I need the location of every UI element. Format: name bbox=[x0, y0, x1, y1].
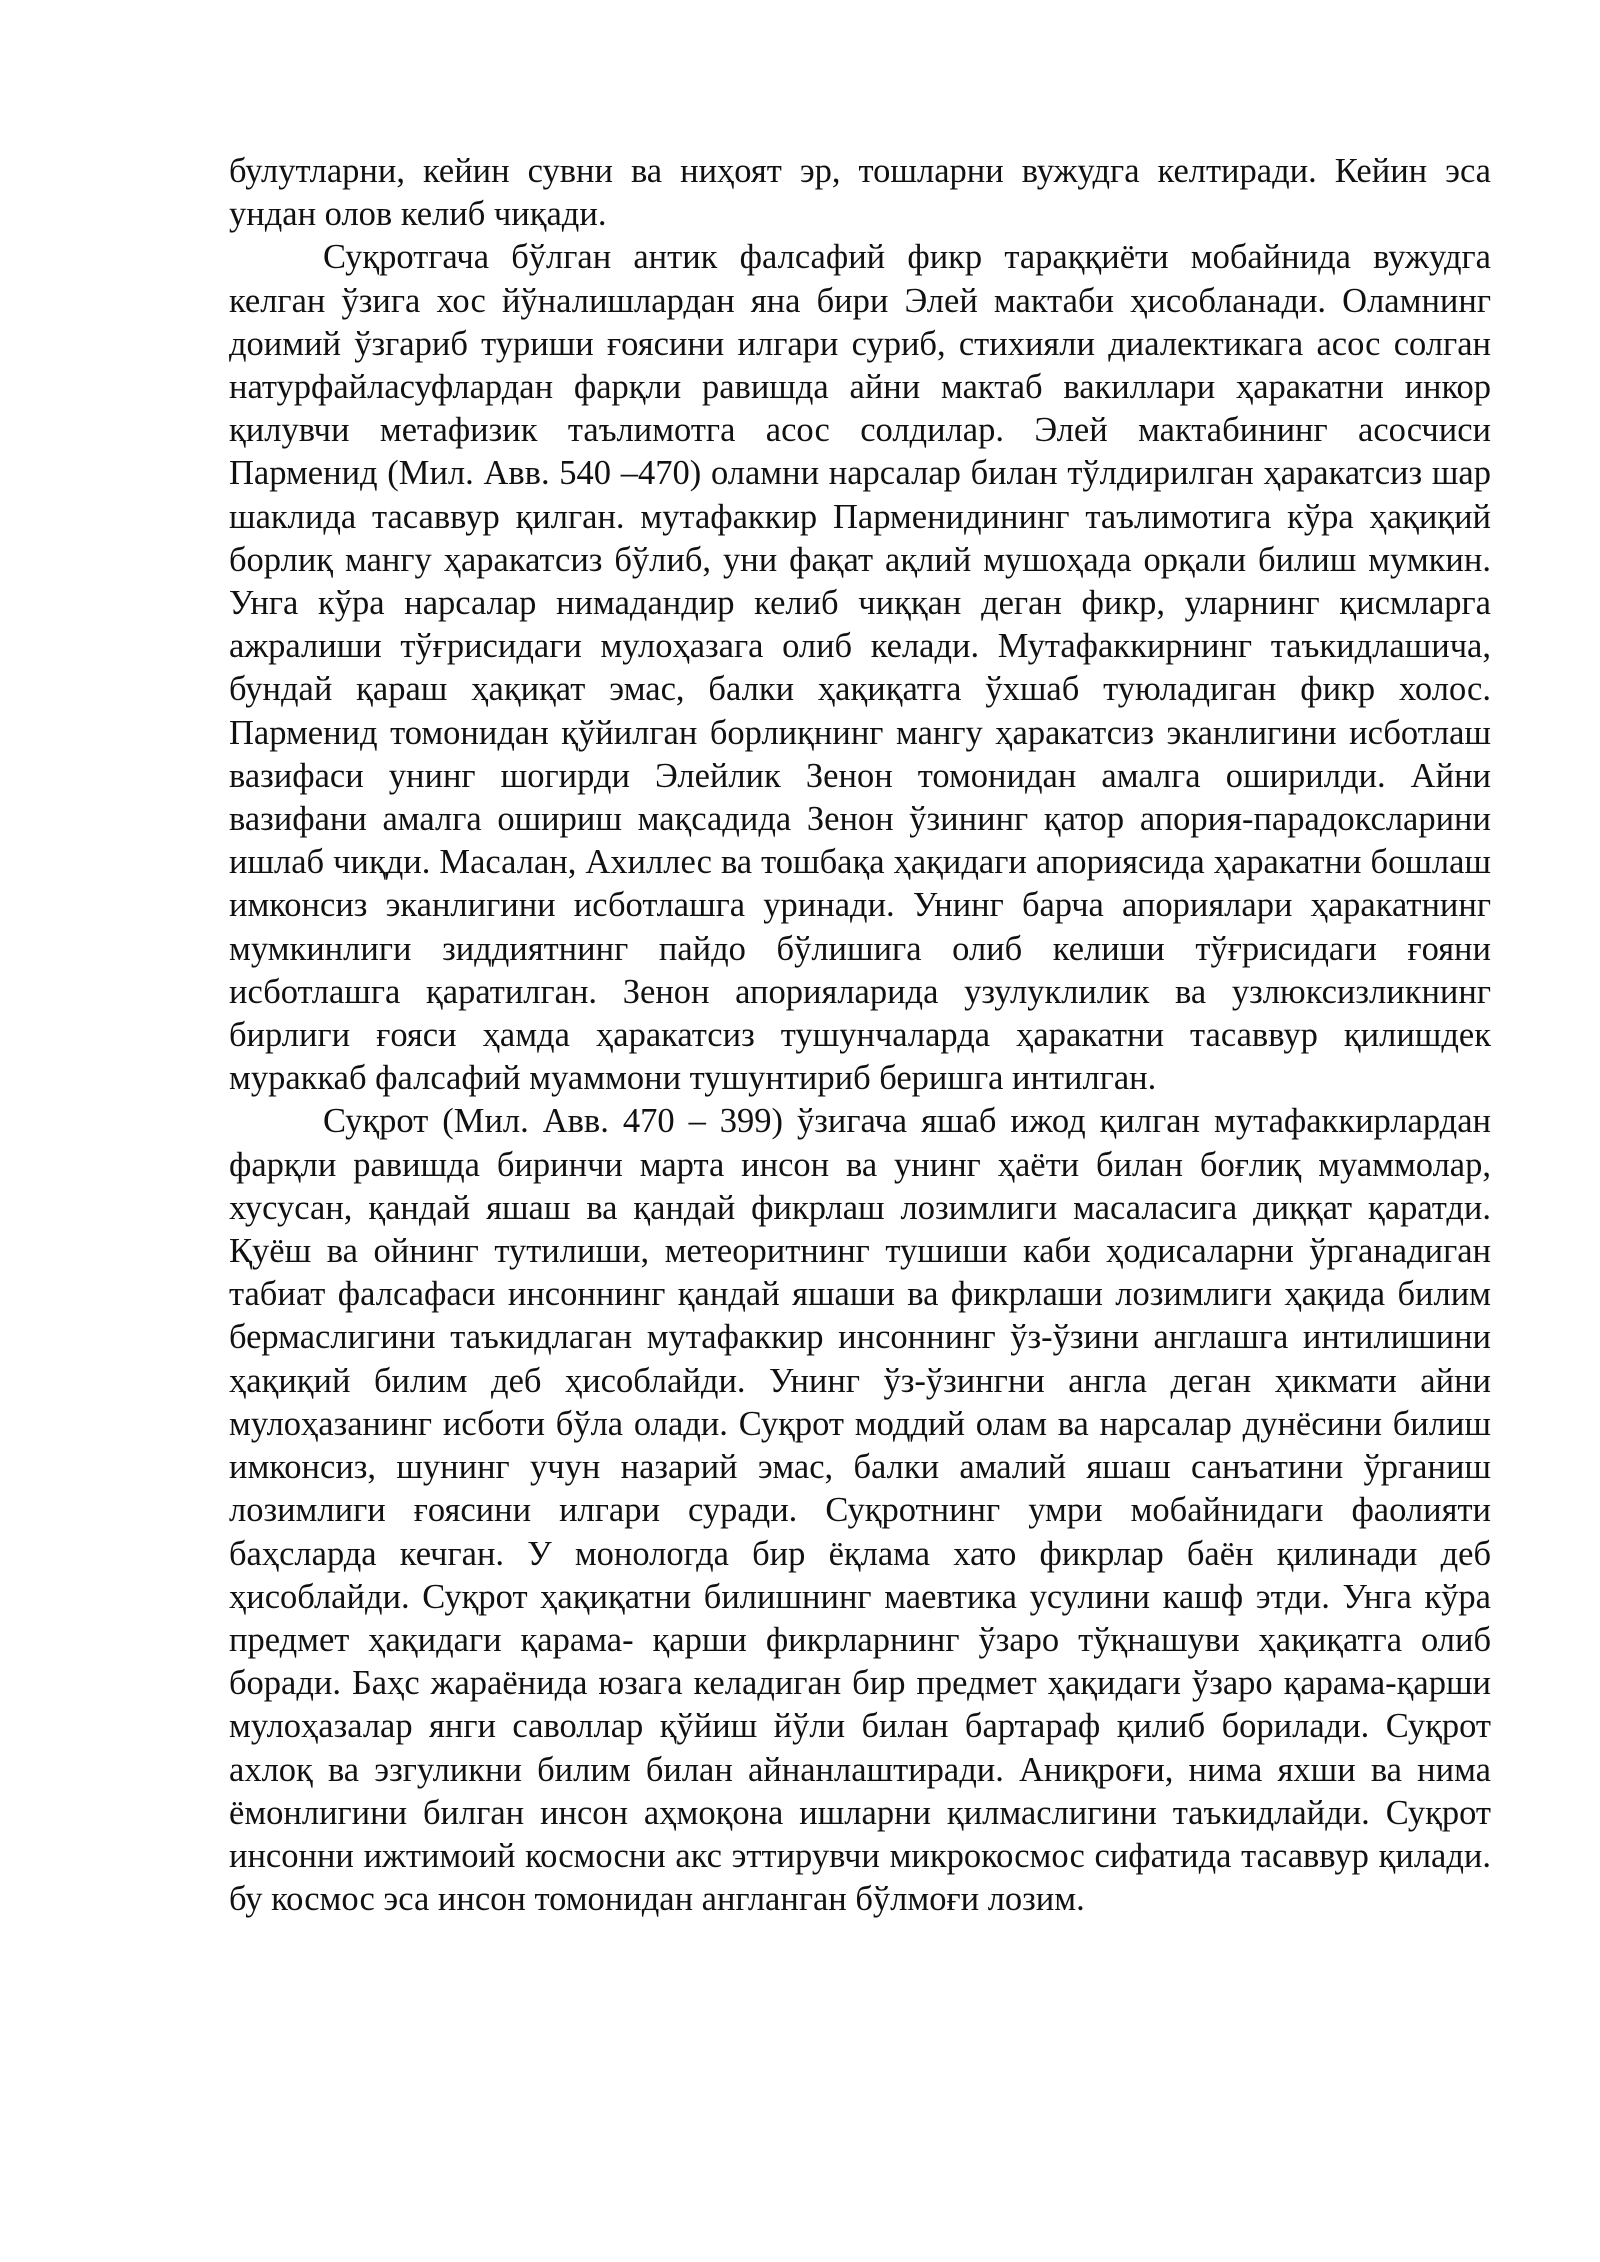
paragraph-2: Суқротгача бўлган антик фалсафий фикр тараққиёти мобайнида вужудга келган ўзига хос йўналишлардан яна бири Элей мактаби ҳисобланади. Оламнинг доимий ўзгариб туриши ғоясини илгари суриб, стихияли диалектикага асос солган натурфайласуфлардан фарқли равишда айни мактаб вакиллари ҳаракатни инкор қилувчи метафизик таълимотга асос солдилар. Элей мактабининг асосчиси Парменид (Мил. Авв. 540 –470) оламни нарсалар билан тўлдирилган ҳаракатсиз шар шаклида тасаввур қилган. мутафаккир Парменидининг таълимотига кўра ҳақиқий борлиқ мангу ҳаракатсиз бўлиб, уни фақат ақлий мушоҳада орқали билиш мумкин. Унга кўра нарсалар нимадандир келиб чиққан деган фикр, уларнинг қисмларга ажралиши тўғрисидаги мулоҳазага олиб келади. Мутафаккирнинг таъкидлашича, бундай қараш ҳақиқат эмас, балки ҳақиқатга ўхшаб туюладиган фикр холос. Парменид томонидан қўйилган борлиқнинг мангу ҳаракатсиз эканлигини исботлаш вазифаси унинг шогирди Элейлик Зенон томонидан амалга оширилди. Айни вазифани амалга ошириш мақсадида Зенон ўзининг қатор апория-парадоксларини ишлаб чиқди. Масалан, Ахиллес ва тошбақа ҳақидаги апориясида ҳаракатни бошлаш имконсиз эканлигини исботлашга уринади. Унинг барча апориялари ҳаракатнинг мумкинлиги зиддиятнинг пайдо бўлишига олиб келиши тўғрисидаги ғояни исботлашга қаратилган. Зенон апорияларида узулуклилик ва узлюксизликнинг бирлиги ғояси ҳамда ҳаракатсиз тушунчаларда ҳаракатни тасаввур қилишдек мураккаб фалсафий муаммони тушунтириб беришга интилган. bbox=[229, 238, 1491, 1098]
paragraph-1: булутларни, кейин сувни ва ниҳоят эр, тошларни вужудга келтиради. Кейин эса ундан олов келиб чиқади. bbox=[229, 152, 1491, 234]
document-page bbox=[229, 150, 1491, 1921]
paragraph-3: Суқрот (Мил. Авв. 470 – 399) ўзигача яшаб ижод қилган мутафаккирлардан фарқли равишда биринчи марта инсон ва унинг ҳаёти билан боғлиқ муаммолар, хусусан, қандай яшаш ва қандай фикрлаш лозимлиги масаласига диққат қаратди. Қуёш ва ойнинг тутилиши, метеоритнинг тушиши каби ҳодисаларни ўрганадиган табиат фалсафаси инсоннинг қандай яшаши ва фикрлаши лозимлиги ҳақида билим бермаслигини таъкидлаган мутафаккир инсоннинг ўз-ўзини англашга интилишини ҳақиқий билим деб ҳисоблайди. Унинг ўз-ўзингни англа деган ҳикмати айни мулоҳазанинг исботи бўла олади. Суқрот моддий олам ва нарсалар дунёсини билиш имконсиз, шунинг учун назарий эмас, балки амалий яшаш санъатини ўрганиш лозимлиги ғоясини илгари суради. Суқротнинг умри мобайнидаги фаолияти баҳсларда кечган. У монологда бир ёқлама хато фикрлар баён қилинади деб ҳисоблайди. Суқрот ҳақиқатни билишнинг маевтика усулини кашф этди. Унга кўра предмет ҳақидаги қарама- қарши фикрларнинг ўзаро тўқнашуви ҳақиқатга олиб боради. Баҳс жараёнида юзага келадиган бир предмет ҳақидаги ўзаро қарама-қарши мулоҳазалар янги саволлар қўйиш йўли билан бартараф қилиб борилади. Суқрот ахлоқ ва эзгуликни билим билан айнанлаштиради. Аниқроғи, нима яхши ва нима ёмонлигини билган инсон аҳмоқона ишларни қилмаслигини таъкидлайди. Суқрот инсонни ижтимоий космосни акс эттирувчи микрокосмос сифатида тасаввур қилади. бу космос эса инсон томонидан англанган бўлмоғи лозим. bbox=[229, 1102, 1491, 1919]
